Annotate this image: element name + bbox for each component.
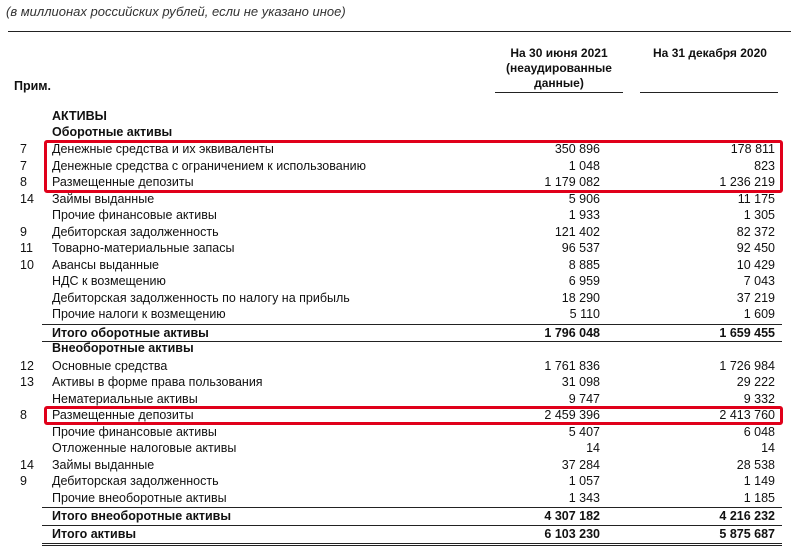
row-label: Дебиторская задолженность по налогу на прибыль: [52, 290, 350, 305]
table-row: [0, 391, 797, 408]
section-assets: АКТИВЫ: [52, 109, 107, 123]
row-note: 12: [20, 358, 34, 373]
row-value-2020: 1 236 219: [719, 175, 775, 189]
col1-line3: данные): [534, 76, 584, 90]
row-value-2021: 4 307 182: [544, 509, 600, 523]
header-rule-col2: [640, 92, 778, 93]
row-value-2020: 4 216 232: [719, 509, 775, 523]
row-value-2021: 14: [586, 441, 600, 455]
total-row: [0, 526, 797, 543]
table-row: [0, 273, 797, 290]
row-value-2021: 31 098: [561, 375, 600, 389]
row-label: Дебиторская задолженность: [52, 474, 219, 488]
table-row: [0, 290, 797, 307]
row-note: 8: [20, 408, 27, 422]
column-header-dec-2020: На 31 декабря 2020: [653, 46, 767, 60]
table-row: [0, 374, 797, 391]
report-subtitle: (в миллионах российских рублей, если не указано иное): [6, 4, 346, 19]
total-row: [0, 325, 797, 342]
row-value-2021: 6 103 230: [544, 526, 600, 541]
row-value-2020: 10 429: [736, 257, 775, 272]
total-row: [0, 508, 797, 525]
table-row: [0, 358, 797, 375]
row-note: 14: [20, 191, 34, 206]
row-label: Авансы выданные: [52, 257, 160, 272]
highlight-box-current-cash: [44, 140, 783, 193]
row-value-2020: 82 372: [736, 224, 775, 239]
row-label: Размещенные депозиты: [52, 408, 194, 422]
row-label: Отложенные налоговые активы: [52, 441, 237, 455]
row-value-2020: 823: [754, 158, 775, 173]
row-value-2020: 7 043: [743, 274, 775, 288]
row-label: НДС к возмещению: [52, 274, 166, 288]
row-value-2020: 1 305: [743, 208, 775, 222]
row-value-2020: 5 875 687: [719, 526, 775, 541]
table-row: [0, 424, 797, 441]
row-value-2021: 350 896: [554, 142, 600, 156]
row-value-2021: 121 402: [554, 224, 600, 239]
table-row: [0, 240, 797, 257]
row-value-2021: 5 110: [569, 307, 600, 321]
row-label: Займы выданные: [52, 457, 155, 472]
row-label: Нематериальные активы: [52, 391, 198, 406]
row-label: Прочие финансовые активы: [52, 208, 217, 222]
row-label: Денежные средства и их эквиваленты: [52, 142, 274, 156]
row-value-2020: 1 185: [743, 490, 775, 505]
row-value-2020: 2 413 760: [719, 408, 775, 422]
row-label: Денежные средства с ограничением к использованию: [52, 158, 366, 173]
row-value-2021: 96 537: [561, 241, 600, 255]
row-value-2020: 1 726 984: [719, 358, 775, 373]
row-value-2021: 1 933: [568, 208, 600, 222]
table-row: [0, 473, 797, 490]
section-current-assets: Оборотные активы: [52, 125, 173, 139]
row-label: Прочие налоги к возмещению: [52, 307, 226, 321]
row-value-2020: 28 538: [736, 457, 775, 472]
row-note: 10: [20, 257, 34, 272]
table-row: [0, 457, 797, 474]
row-value-2020: 14: [761, 441, 775, 455]
row-note: 11: [20, 241, 33, 255]
grand-total-rule: [42, 543, 782, 544]
col1-line2: (неаудированные: [506, 61, 612, 75]
row-value-2021: 6 959: [568, 274, 600, 288]
row-value-2021: 1 179 082: [544, 175, 600, 189]
row-label: Дебиторская задолженность: [52, 224, 219, 239]
row-value-2021: 9 747: [568, 391, 600, 406]
row-label: Товарно-материальные запасы: [52, 241, 235, 255]
row-value-2021: 5 906: [568, 191, 600, 206]
section-noncurrent-assets: Внеоборотные активы: [52, 341, 194, 355]
row-value-2020: 29 222: [736, 375, 775, 389]
row-note: 9: [20, 474, 27, 488]
row-value-2021: 5 407: [568, 424, 600, 439]
row-value-2021: 1 048: [568, 158, 600, 173]
header-rule-col1: [495, 92, 623, 93]
row-note: 7: [20, 158, 27, 173]
row-value-2020: 1 149: [743, 474, 775, 488]
row-value-2021: 18 290: [561, 290, 600, 305]
row-label: Итого активы: [52, 526, 137, 541]
row-label: Активы в форме права пользования: [52, 375, 263, 389]
row-value-2020: 1 609: [743, 307, 775, 321]
table-row: [0, 440, 797, 457]
highlight-box-noncurrent-deposits: [44, 406, 783, 425]
row-note: 8: [20, 175, 27, 189]
table-row: [0, 490, 797, 507]
row-value-2020: 178 811: [730, 142, 775, 156]
row-label: Основные средства: [52, 358, 168, 373]
row-value-2021: 1 761 836: [544, 358, 600, 373]
row-note: 9: [20, 224, 27, 239]
row-label: Прочие финансовые активы: [52, 424, 217, 439]
row-label: Прочие внеоборотные активы: [52, 490, 227, 505]
row-value-2021: 1 796 048: [544, 325, 600, 340]
row-label: Размещенные депозиты: [52, 175, 194, 189]
column-header-note: Прим.: [14, 79, 52, 93]
row-label: Итого оборотные активы: [52, 325, 209, 340]
row-note: 14: [20, 457, 34, 472]
row-note: 13: [20, 375, 34, 389]
row-value-2020: 11 175: [737, 191, 775, 206]
table-row: [0, 257, 797, 274]
row-label: Итого внеоборотные активы: [52, 509, 232, 523]
top-rule: [8, 31, 791, 32]
row-value-2020: 92 450: [736, 241, 775, 255]
table-row: [0, 207, 797, 224]
row-value-2020: 9 332: [743, 391, 775, 406]
row-value-2020: 1 659 455: [719, 325, 775, 340]
row-value-2021: 8 885: [568, 257, 600, 272]
row-value-2021: 1 057: [568, 474, 600, 488]
row-value-2020: 6 048: [743, 424, 775, 439]
column-header-june-2021: [495, 46, 623, 91]
row-note: 7: [20, 142, 27, 156]
row-label: Займы выданные: [52, 191, 155, 206]
table-row: [0, 224, 797, 241]
row-value-2020: 37 219: [736, 290, 775, 305]
row-value-2021: 1 343: [568, 490, 600, 505]
col1-line1: На 30 июня 2021: [510, 46, 608, 60]
table-row: [0, 306, 797, 323]
row-value-2021: 37 284: [561, 457, 600, 472]
table-row: [0, 191, 797, 208]
row-value-2021: 2 459 396: [544, 408, 600, 422]
